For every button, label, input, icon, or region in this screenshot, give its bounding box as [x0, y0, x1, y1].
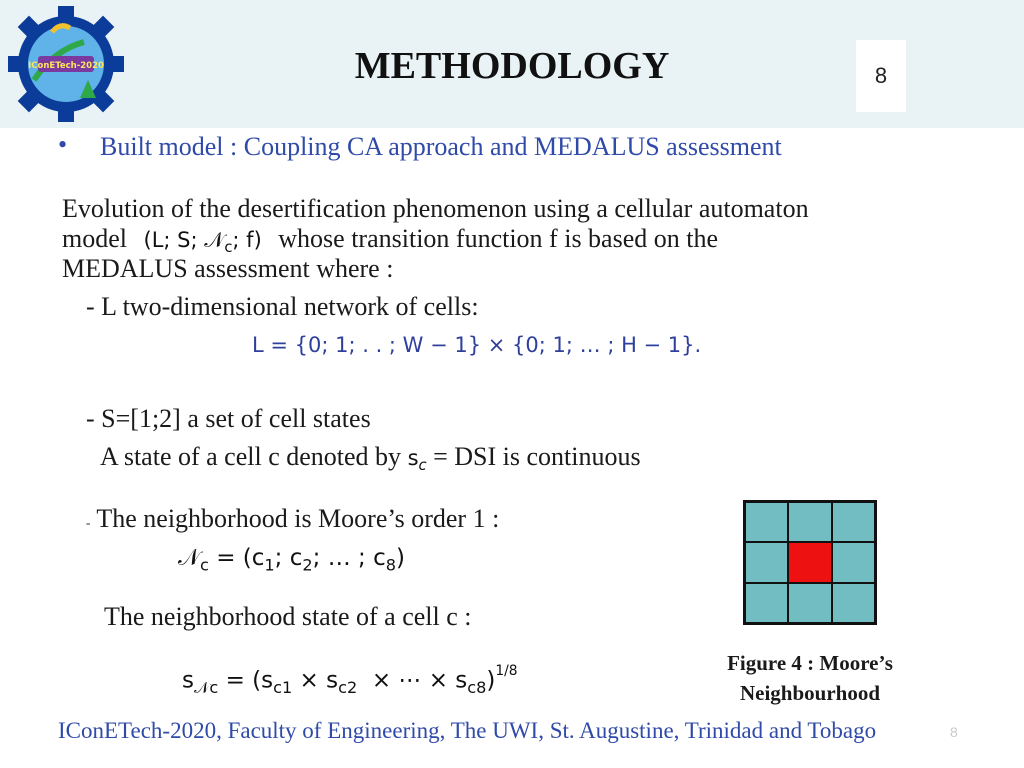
moore-neighbourhood-grid [743, 500, 877, 625]
grid-cell [788, 502, 831, 542]
state-line [100, 442, 641, 481]
intro-line-2-math: (L; S; 𝒩$_c$; f) [143, 228, 262, 257]
grid-cell [832, 502, 875, 542]
svg-text:IConETech-2020: IConETech-2020 [28, 61, 104, 71]
slide-number-badge: 8 [856, 40, 906, 112]
figure-caption [690, 648, 930, 708]
formula-L: L = {0; 1; . . ; W − 1} × {0; 1; … ; H − 1}. [252, 333, 702, 357]
neighborhood-dash: - [86, 515, 91, 530]
intro-line-2-post: whose transition function f is based on the [278, 224, 719, 253]
grid-cell [745, 502, 788, 542]
item-L: - L two-dimensional network of cells: [86, 292, 479, 321]
page-title: METHODOLOGY [354, 45, 670, 87]
faint-page-number: 8 [950, 724, 958, 740]
intro-line-1: Evolution of the desertification phenomenon using a cellular automaton [62, 194, 809, 223]
neighborhood-text: The neighborhood is Moore’s order 1 : [96, 504, 500, 533]
footer-text: IConETech-2020, Faculty of Engineering, The UWI, St. Augustine, Trinidad and Tobago [58, 718, 877, 743]
grid-cell [832, 583, 875, 623]
bullet-text: Built model : Coupling CA approach and MEDALUS assessment [100, 132, 782, 161]
state-pre: A state of a cell c denoted by [100, 442, 402, 471]
grid-cell [745, 542, 788, 582]
grid-cell [832, 542, 875, 582]
intro-line-3: MEDALUS assessment where : [62, 254, 394, 283]
figure-caption-line-1: Figure 4 : Moore’s [727, 651, 893, 675]
grid-cell [788, 583, 831, 623]
neighborhood-line [86, 504, 499, 538]
formula-N: 𝒩$_c$ = ($c_1$; $c_2$; … ; $c_8$) [178, 545, 405, 575]
intro-line-2-pre: model [62, 224, 127, 253]
header-band [0, 0, 1024, 128]
state-post: = DSI is continuous [433, 442, 641, 471]
neighborhood-state-text: The neighborhood state of a cell c : [104, 602, 472, 631]
grid-cell [745, 583, 788, 623]
formula-sN: $s_{𝒩c} = (s_{c1} \times s_{c2}$ × ⋯ × $s_{c8})^{1/8}$ [182, 663, 518, 698]
grid-cell-center [788, 542, 831, 582]
state-math: $s_c$ [407, 446, 427, 475]
bullet-symbol: • [58, 130, 68, 159]
item-S: - S=[1;2] a set of cell states [86, 404, 371, 433]
figure-caption-line-2: Neighbourhood [739, 681, 881, 705]
